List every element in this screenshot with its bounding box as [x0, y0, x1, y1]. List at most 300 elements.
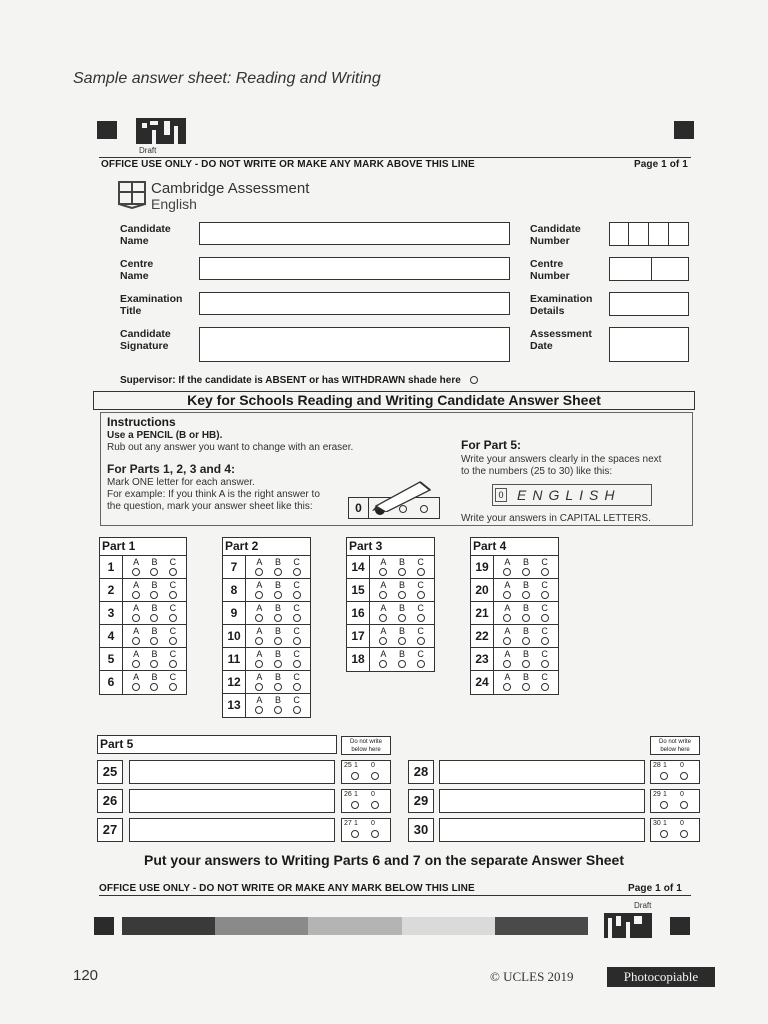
answer-bubble[interactable] [293, 683, 301, 691]
answer-bubble[interactable] [541, 660, 549, 668]
answer-option[interactable] [150, 671, 158, 694]
mark-bubble-1[interactable] [660, 801, 668, 809]
question-number: 21 [471, 602, 494, 624]
answer-bubble[interactable] [274, 614, 282, 622]
part5-answer-field[interactable] [439, 818, 645, 842]
answer-option[interactable] [417, 579, 425, 601]
answer-bubble[interactable] [132, 591, 140, 599]
option-letter: C [417, 626, 424, 636]
answer-bubble[interactable] [417, 591, 425, 599]
answer-bubble[interactable] [169, 660, 177, 668]
answer-bubble[interactable] [150, 660, 158, 668]
answer-bubble[interactable] [522, 568, 530, 576]
option-letter: A [256, 672, 263, 682]
mark-one-label: 1 [663, 791, 667, 798]
question-row [100, 671, 186, 694]
answer-option[interactable] [398, 648, 406, 671]
answer-option[interactable] [398, 579, 406, 601]
answer-option[interactable] [522, 602, 530, 624]
option-letter: A [380, 626, 387, 636]
answer-option[interactable] [255, 671, 263, 693]
answer-bubble[interactable] [293, 660, 301, 668]
answer-bubble[interactable] [417, 660, 425, 668]
answer-option[interactable] [503, 671, 511, 694]
question-number: 14 [347, 556, 370, 578]
answer-option[interactable] [417, 556, 425, 578]
option-letter: C [293, 695, 300, 705]
answer-option[interactable] [274, 602, 282, 624]
answer-bubble[interactable] [541, 591, 549, 599]
key-title: Key for Schools Reading and Writing Candidate Answer Sheet [93, 391, 695, 410]
answer-bubble[interactable] [132, 637, 140, 645]
answer-option[interactable] [293, 579, 301, 601]
mark-one-label: 1 [354, 791, 358, 798]
option-letter: B [151, 649, 158, 659]
example-answer-english [492, 484, 652, 506]
answer-option[interactable] [522, 671, 530, 694]
answer-bubble[interactable] [398, 568, 406, 576]
option-letter: A [504, 603, 511, 613]
answer-option[interactable] [379, 648, 387, 671]
question-number: 9 [223, 602, 246, 624]
answer-bubble[interactable] [541, 637, 549, 645]
answer-option[interactable] [417, 625, 425, 647]
answer-bubble[interactable] [398, 660, 406, 668]
answer-bubble[interactable] [417, 568, 425, 576]
answer-option[interactable] [169, 602, 177, 624]
option-letter: A [256, 649, 263, 659]
answer-option[interactable] [522, 625, 530, 647]
answer-bubble[interactable] [274, 568, 282, 576]
mark-zero-label: 0 [371, 762, 375, 769]
centre-name-field[interactable] [199, 257, 510, 280]
answer-option[interactable] [150, 602, 158, 624]
answer-bubble[interactable] [503, 660, 511, 668]
answer-option[interactable] [522, 579, 530, 601]
answer-option[interactable] [293, 671, 301, 693]
question-row [347, 556, 434, 579]
answer-option[interactable] [255, 648, 263, 670]
answer-bubble[interactable] [255, 683, 263, 691]
centre-number-field[interactable] [609, 257, 689, 281]
option-letter: A [133, 649, 140, 659]
mark-bubble-1[interactable] [351, 830, 359, 838]
answer-option[interactable] [132, 556, 140, 578]
option-letter: A [504, 580, 511, 590]
answer-option[interactable] [379, 602, 387, 624]
part5-line2: to the numbers (25 to 30) like this: [461, 466, 613, 477]
answer-option[interactable] [255, 579, 263, 601]
answer-bubble[interactable] [379, 660, 387, 668]
option-letter: B [274, 672, 281, 682]
assessment-date-field[interactable] [609, 327, 689, 362]
option-letter: C [541, 649, 548, 659]
mark-bubble-1[interactable] [660, 772, 668, 780]
answer-bubble[interactable] [255, 706, 263, 714]
candidate-name-label: Candidate Name [120, 223, 171, 247]
answer-option[interactable] [255, 694, 263, 717]
option-letter: A [133, 557, 140, 567]
answer-option[interactable] [255, 625, 263, 647]
mark-zero-label: 0 [680, 791, 684, 798]
examiner-mark-box [341, 789, 391, 813]
question-row [223, 625, 310, 648]
answer-bubble[interactable] [398, 614, 406, 622]
answer-option[interactable] [293, 648, 301, 670]
answer-bubble[interactable] [132, 660, 140, 668]
dnw-left-line1: Do not write [349, 739, 382, 745]
answer-bubble[interactable] [503, 591, 511, 599]
question-number: 11 [223, 648, 246, 670]
part5-answer-field[interactable] [129, 760, 335, 784]
option-letter: B [151, 603, 158, 613]
signature-field[interactable] [199, 327, 510, 362]
question-number: 18 [347, 648, 370, 671]
answer-bubble[interactable] [150, 591, 158, 599]
option-letter: C [293, 580, 300, 590]
answer-bubble[interactable] [293, 637, 301, 645]
mark-bubble-0[interactable] [680, 830, 688, 838]
answer-option[interactable] [541, 579, 549, 601]
timing-mark-top-right [674, 121, 694, 139]
answer-bubble[interactable] [522, 591, 530, 599]
answer-option[interactable] [169, 579, 177, 601]
part5-answer-field[interactable] [129, 789, 335, 813]
answer-bubble[interactable] [274, 683, 282, 691]
option-letter: C [417, 649, 424, 659]
instr-pencil: Use a PENCIL (B or HB). [107, 430, 223, 441]
answer-option[interactable] [379, 556, 387, 578]
answer-option[interactable] [274, 556, 282, 578]
mark-bubble-0[interactable] [371, 830, 379, 838]
answer-bubble[interactable] [417, 637, 425, 645]
answer-bubble[interactable] [398, 591, 406, 599]
option-letter: A [380, 603, 387, 613]
question-row [471, 625, 558, 648]
option-letter: C [417, 580, 424, 590]
copyright: © UCLES 2019 [490, 969, 574, 984]
part5-header: Part 5 [97, 735, 337, 754]
answer-options [246, 694, 310, 717]
answer-bubble[interactable] [274, 591, 282, 599]
mark-code: 29 [653, 791, 661, 798]
answer-bubble[interactable] [255, 591, 263, 599]
exam-details-field[interactable] [609, 292, 689, 316]
answer-bubble[interactable] [522, 614, 530, 622]
answer-bubble[interactable] [255, 660, 263, 668]
option-letter: C [541, 626, 548, 636]
logo-line-2: English [151, 196, 197, 212]
part-4-grid [470, 537, 559, 695]
answer-option[interactable] [522, 648, 530, 670]
answer-options [370, 579, 434, 601]
answer-options [123, 671, 186, 694]
answer-options [370, 556, 434, 578]
answer-option[interactable] [274, 579, 282, 601]
answer-bubble[interactable] [132, 568, 140, 576]
answer-bubble[interactable] [293, 568, 301, 576]
answer-bubble[interactable] [503, 683, 511, 691]
timing-mark-bottom-left [94, 917, 114, 935]
option-letter: A [504, 672, 511, 682]
timing-mark-top-left [97, 121, 117, 139]
answer-option[interactable] [150, 648, 158, 670]
greyscale-bar [122, 917, 588, 935]
option-letter: A [504, 626, 511, 636]
answer-option[interactable] [541, 556, 549, 578]
answer-bubble[interactable] [274, 660, 282, 668]
examiner-mark-box [650, 789, 700, 813]
answer-option[interactable] [274, 671, 282, 693]
answer-options [123, 648, 186, 670]
answer-option[interactable] [379, 579, 387, 601]
answer-bubble[interactable] [541, 568, 549, 576]
question-row [223, 579, 310, 602]
answer-options [494, 625, 558, 647]
question-row [347, 625, 434, 648]
answer-option[interactable] [398, 625, 406, 647]
mark-zero-label: 0 [371, 820, 375, 827]
answer-option[interactable] [150, 579, 158, 601]
part5-caps: Write your answers in CAPITAL LETTERS. [461, 513, 651, 524]
answer-bubble[interactable] [169, 568, 177, 576]
option-letter: C [169, 649, 177, 659]
answer-bubble[interactable] [169, 591, 177, 599]
mark-bubble-1[interactable] [351, 801, 359, 809]
answer-bubble[interactable] [169, 637, 177, 645]
answer-bubble[interactable] [522, 683, 530, 691]
mark-bubble-0[interactable] [680, 801, 688, 809]
part-3-header: Part 3 [347, 538, 434, 556]
mark-zero-label: 0 [680, 820, 684, 827]
answer-option[interactable] [522, 556, 530, 578]
answer-bubble[interactable] [522, 660, 530, 668]
answer-option[interactable] [274, 648, 282, 670]
option-letter: C [293, 672, 300, 682]
answer-option[interactable] [503, 579, 511, 601]
photocopiable-badge: Photocopiable [607, 967, 715, 987]
mark-bubble-1[interactable] [351, 772, 359, 780]
option-letter: A [380, 580, 387, 590]
answer-option[interactable] [417, 602, 425, 624]
answer-options [246, 671, 310, 693]
answer-bubble[interactable] [169, 683, 177, 691]
answer-bubble[interactable] [132, 683, 140, 691]
assessment-date-label: Assessment Date [530, 328, 592, 352]
answer-option[interactable] [541, 625, 549, 647]
answer-bubble[interactable] [541, 614, 549, 622]
answer-option[interactable] [541, 648, 549, 670]
crest-icon [118, 181, 146, 209]
part5-answer-field[interactable] [439, 760, 645, 784]
question-number: 22 [471, 625, 494, 647]
answer-bubble[interactable] [255, 568, 263, 576]
do-not-write-right [650, 736, 700, 755]
writing-parts-note: Put your answers to Writing Parts 6 and 7 on the separate Answer Sheet [143, 852, 624, 868]
mark-bubble-0[interactable] [371, 772, 379, 780]
part5-question-number: 26 [97, 789, 123, 813]
answer-bubble[interactable] [132, 614, 140, 622]
answer-option[interactable] [132, 671, 140, 694]
candidate-name-field[interactable] [199, 222, 510, 245]
part-2-header: Part 2 [223, 538, 310, 556]
answer-bubble[interactable] [274, 637, 282, 645]
part5-question-number: 25 [97, 760, 123, 784]
answer-bubble[interactable] [503, 614, 511, 622]
answer-bubble[interactable] [293, 614, 301, 622]
answer-option[interactable] [150, 556, 158, 578]
mark-one-label: 1 [354, 762, 358, 769]
question-row [471, 671, 558, 694]
answer-option[interactable] [541, 671, 549, 694]
parts14-line2: For example: If you think A is the right answer to [107, 489, 320, 500]
answer-option[interactable] [169, 648, 177, 670]
answer-bubble[interactable] [274, 706, 282, 714]
answer-options [494, 648, 558, 670]
answer-bubble[interactable] [379, 637, 387, 645]
candidate-number-field[interactable] [609, 222, 689, 246]
answer-bubble[interactable] [417, 614, 425, 622]
part5-answer-field[interactable] [439, 789, 645, 813]
answer-bubble[interactable] [293, 591, 301, 599]
option-letter: B [522, 649, 529, 659]
answer-bubble[interactable] [255, 637, 263, 645]
answer-bubble[interactable] [379, 614, 387, 622]
supervisor-text: Supervisor: If the candidate is ABSENT or has WITHDRAWN shade here [120, 375, 461, 386]
part5-question-number: 27 [97, 818, 123, 842]
answer-options [370, 625, 434, 647]
exam-details-label: Examination Details [530, 293, 593, 317]
answer-option[interactable] [398, 602, 406, 624]
question-number: 20 [471, 579, 494, 601]
option-letter: A [133, 672, 140, 682]
answer-bubble[interactable] [150, 568, 158, 576]
question-row [100, 602, 186, 625]
answer-option[interactable] [150, 625, 158, 647]
answer-bubble[interactable] [150, 614, 158, 622]
option-letter: A [256, 626, 263, 636]
option-letter: A [256, 603, 263, 613]
option-letter: C [541, 603, 548, 613]
answer-bubble[interactable] [255, 614, 263, 622]
answer-option[interactable] [503, 625, 511, 647]
page-number: 120 [73, 967, 99, 984]
part5-question-number: 30 [408, 818, 434, 842]
part5-answer-field[interactable] [129, 818, 335, 842]
question-row [100, 625, 186, 648]
option-letter: C [541, 672, 548, 682]
option-letter: C [169, 557, 177, 567]
question-row [100, 556, 186, 579]
answer-bubble[interactable] [503, 637, 511, 645]
answer-option[interactable] [169, 671, 177, 694]
examiner-mark-box [650, 760, 700, 784]
part-4-header: Part 4 [471, 538, 558, 556]
answer-bubble[interactable] [379, 568, 387, 576]
answer-options [370, 648, 434, 671]
draft-barcode-top [136, 118, 186, 144]
part-1-grid [99, 537, 187, 695]
answer-option[interactable] [169, 625, 177, 647]
mark-bubble-0[interactable] [371, 801, 379, 809]
answer-bubble[interactable] [398, 637, 406, 645]
exam-title-field[interactable] [199, 292, 510, 315]
answer-option[interactable] [417, 648, 425, 671]
page-count-top: Page 1 of 1 [634, 159, 688, 170]
answer-option[interactable] [255, 556, 263, 578]
answer-option[interactable] [132, 602, 140, 624]
supervisor-note [120, 375, 478, 386]
answer-option[interactable] [293, 602, 301, 624]
cambridge-logo [118, 181, 146, 214]
option-letter: B [274, 649, 281, 659]
answer-option[interactable] [132, 648, 140, 670]
answer-option[interactable] [274, 625, 282, 647]
answer-bubble[interactable] [150, 637, 158, 645]
answer-option[interactable] [398, 556, 406, 578]
answer-option[interactable] [379, 625, 387, 647]
option-letter: B [522, 557, 529, 567]
question-number: 24 [471, 671, 494, 694]
answer-bubble[interactable] [293, 706, 301, 714]
example-a-number: 0 [349, 498, 369, 518]
option-letter: B [151, 580, 158, 590]
sheet-title: Sample answer sheet: Reading and Writing [73, 70, 381, 87]
absent-bubble[interactable] [470, 376, 478, 384]
answer-bubble[interactable] [169, 614, 177, 622]
divider-bottom [99, 895, 691, 896]
answer-option[interactable] [169, 556, 177, 578]
question-number: 7 [223, 556, 246, 578]
answer-option[interactable] [293, 556, 301, 578]
mark-code: 30 [653, 820, 661, 827]
office-use-bottom: OFFICE USE ONLY - DO NOT WRITE OR MAKE ANY MARK BELOW THIS LINE [99, 883, 475, 894]
answer-bubble[interactable] [503, 568, 511, 576]
option-letter: B [522, 603, 529, 613]
option-letter: B [398, 580, 405, 590]
answer-bubble[interactable] [150, 683, 158, 691]
answer-option[interactable] [293, 694, 301, 717]
answer-option[interactable] [132, 625, 140, 647]
question-row [471, 602, 558, 625]
answer-options [123, 625, 186, 647]
option-letter: C [169, 580, 177, 590]
answer-option[interactable] [503, 556, 511, 578]
answer-option[interactable] [255, 602, 263, 624]
option-letter: A [504, 557, 511, 567]
answer-option[interactable] [503, 648, 511, 670]
option-letter: C [169, 603, 177, 613]
answer-option[interactable] [293, 625, 301, 647]
answer-options [246, 579, 310, 601]
answer-bubble[interactable] [522, 637, 530, 645]
option-letter: C [417, 557, 424, 567]
answer-options [246, 648, 310, 670]
answer-bubble[interactable] [379, 591, 387, 599]
answer-bubble[interactable] [541, 683, 549, 691]
mark-bubble-1[interactable] [660, 830, 668, 838]
question-row [471, 556, 558, 579]
answer-option[interactable] [541, 602, 549, 624]
answer-option[interactable] [274, 694, 282, 717]
answer-option[interactable] [132, 579, 140, 601]
example-word: ENGLISH [517, 487, 621, 503]
mark-bubble-0[interactable] [680, 772, 688, 780]
option-letter: C [541, 580, 548, 590]
option-letter: A [133, 580, 140, 590]
answer-option[interactable] [503, 602, 511, 624]
mark-code: 27 [344, 820, 352, 827]
